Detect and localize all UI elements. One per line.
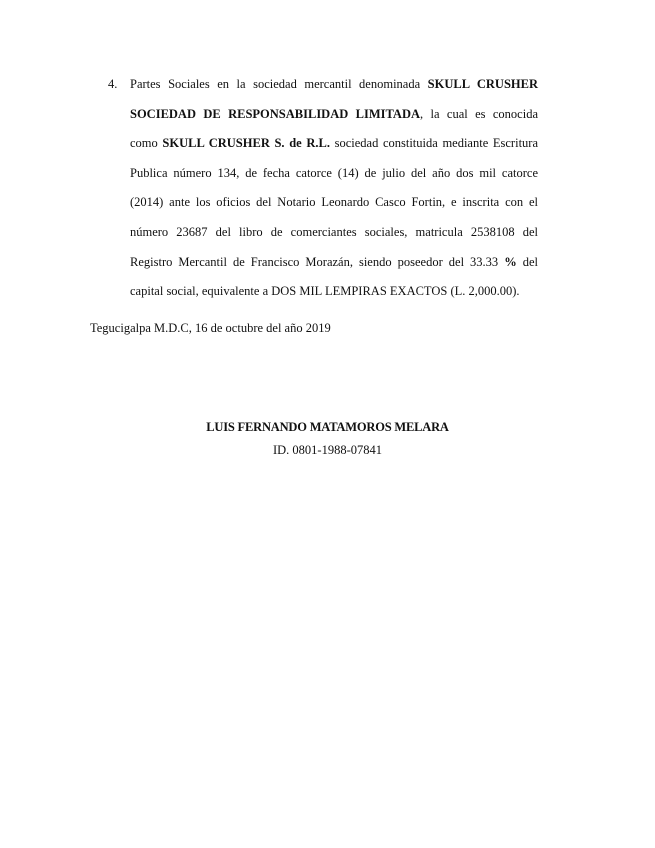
company-full-name: SKULL CRUSHER SOCIEDAD DE RESPONSABILIDAD LIMITADA [130,77,538,121]
text-segment-2: , la cual es conocida como [130,106,538,151]
company-short-name: SKULL CRUSHER S. de R.L. [162,136,330,151]
place-date: Tegucigalpa M.D.C, 16 de octubre del año 2019 [90,321,331,335]
text-segment-1: Partes Sociales en la sociedad mercantil denominada [130,77,428,91]
list-item-text [130,70,538,307]
list-item-4 [108,70,538,307]
signature-block [0,416,655,462]
list-number: 4. [108,77,118,91]
percent-sign: % [504,254,517,269]
text-segment-4: del capital social, equivalente a DOS MIL LEMPIRAS EXACTOS (L. 2,000.00). [130,254,538,299]
text-segment-3: sociedad constituida mediante Escritura Publica número 134, de fecha catorce (14) de julio del año dos mil catorce (2014) ante los oficios del Notario Leonardo Casco Fortin, e inscrita con el número 23687 del libro de comerciantes sociales, matricula 2538108 del Registro Mercantil de Francisco Morazán, siendo poseedor del 33.33 [130,136,539,269]
signer-name: LUIS FERNANDO MATAMOROS MELARA [206,420,449,434]
signer-id: ID. 0801-1988-07841 [272,443,382,457]
